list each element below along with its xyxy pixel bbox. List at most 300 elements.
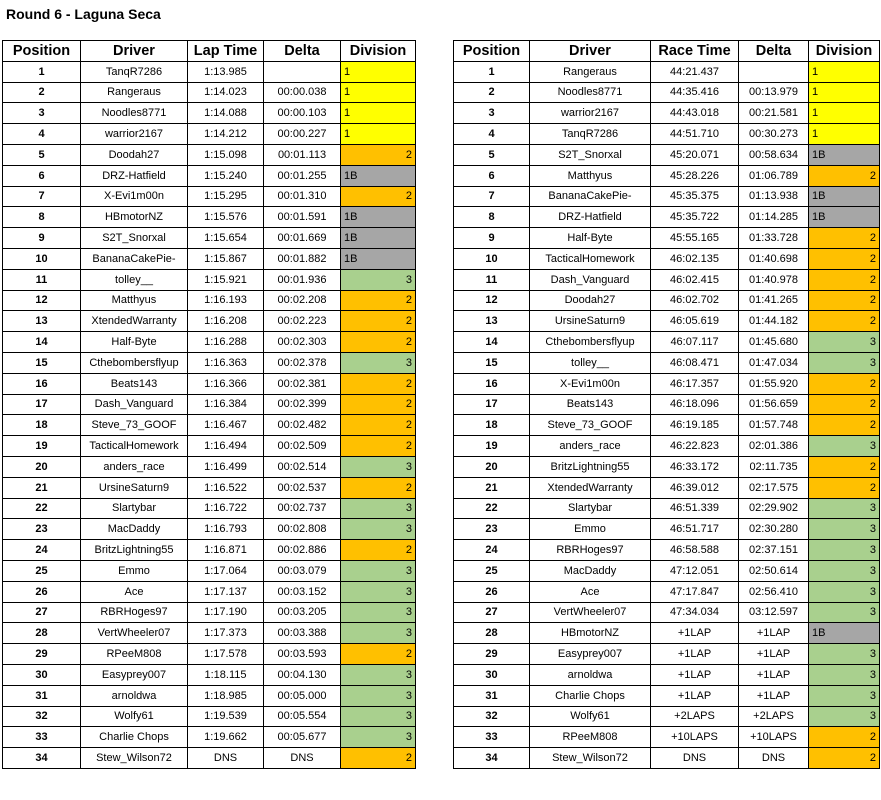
position-cell: 7 [3,186,81,207]
delta-cell: 02:01.386 [739,436,809,457]
delta-cell: 00:03.388 [264,623,341,644]
table-row [3,165,416,186]
driver-cell: Matthyus [530,165,651,186]
table-row [454,519,880,540]
driver-cell: warrior2167 [81,124,188,145]
time-cell: 1:15.295 [188,186,264,207]
division-cell: 3 [341,706,416,727]
driver-cell: tolley__ [81,269,188,290]
delta-cell: 00:02.482 [264,415,341,436]
driver-cell: BananaCakePie- [530,186,651,207]
driver-cell: UrsineSaturn9 [530,311,651,332]
delta-cell [739,61,809,82]
time-cell: +1LAP [651,644,739,665]
division-cell: 2 [341,394,416,415]
header-division: Division [341,41,416,62]
table-row [3,207,416,228]
delta-cell: +10LAPS [739,727,809,748]
delta-cell: 00:01.936 [264,269,341,290]
division-cell: 3 [341,498,416,519]
table-row [454,332,880,353]
time-cell: 46:18.096 [651,394,739,415]
driver-cell: Half-Byte [530,228,651,249]
driver-cell: TacticalHomework [530,248,651,269]
position-cell: 16 [3,373,81,394]
time-cell: 1:17.373 [188,623,264,644]
position-cell: 21 [454,477,530,498]
time-cell: 1:17.578 [188,644,264,665]
delta-cell: 00:00.227 [264,124,341,145]
position-cell: 5 [454,144,530,165]
position-cell: 8 [3,207,81,228]
division-cell: 3 [809,519,880,540]
header-driver: Driver [81,41,188,62]
driver-cell: X-Evi1m00n [81,186,188,207]
delta-cell: +2LAPS [739,706,809,727]
position-cell: 34 [454,748,530,769]
division-cell: 3 [341,519,416,540]
time-cell: 46:02.702 [651,290,739,311]
table-row [454,498,880,519]
table-row [3,352,416,373]
division-cell: 2 [809,248,880,269]
table-row [454,477,880,498]
division-cell: 3 [341,602,416,623]
driver-cell: Steve_73_GOOF [530,415,651,436]
delta-cell: 01:47.034 [739,352,809,373]
delta-cell: +1LAP [739,685,809,706]
table-row [454,602,880,623]
division-cell: 2 [809,727,880,748]
driver-cell: Easyprey007 [81,664,188,685]
delta-cell: 01:13.938 [739,186,809,207]
driver-cell: Dash_Vanguard [530,269,651,290]
delta-cell: 00:02.537 [264,477,341,498]
position-cell: 9 [3,228,81,249]
division-cell: 1B [809,207,880,228]
delta-cell: 01:57.748 [739,415,809,436]
position-cell: 12 [454,290,530,311]
position-cell: 2 [3,82,81,103]
driver-cell: Charlie Chops [530,685,651,706]
time-cell: +1LAP [651,664,739,685]
division-cell: 1B [341,165,416,186]
table-row [454,581,880,602]
driver-cell: anders_race [81,456,188,477]
driver-cell: Rangeraus [81,82,188,103]
table-row [454,61,880,82]
position-cell: 31 [454,685,530,706]
division-cell: 3 [809,685,880,706]
division-cell: 3 [341,685,416,706]
position-cell: 15 [3,352,81,373]
driver-cell: Doodah27 [530,290,651,311]
driver-cell: Dash_Vanguard [81,394,188,415]
time-cell: 46:08.471 [651,352,739,373]
position-cell: 33 [3,727,81,748]
table-row [3,373,416,394]
delta-cell: 00:04.130 [264,664,341,685]
division-cell: 2 [341,748,416,769]
division-cell: 2 [809,311,880,332]
division-cell: 3 [341,352,416,373]
table-row [454,394,880,415]
division-cell: 2 [341,186,416,207]
driver-cell: Half-Byte [81,332,188,353]
time-cell: 1:18.985 [188,685,264,706]
position-cell: 18 [3,415,81,436]
delta-cell: 00:02.208 [264,290,341,311]
division-cell: 3 [809,644,880,665]
time-cell: 46:22.823 [651,436,739,457]
table-row [454,727,880,748]
division-cell: 2 [341,332,416,353]
table-row [454,685,880,706]
position-cell: 25 [454,560,530,581]
header-position: Position [3,41,81,62]
division-cell: 2 [809,477,880,498]
position-cell: 27 [3,602,81,623]
division-cell: 3 [341,623,416,644]
position-cell: 22 [3,498,81,519]
delta-cell [264,61,341,82]
time-cell: 1:16.193 [188,290,264,311]
time-cell: +10LAPS [651,727,739,748]
delta-cell: 02:29.902 [739,498,809,519]
header-position: Position [454,41,530,62]
division-cell: 2 [341,290,416,311]
time-cell: 1:16.871 [188,540,264,561]
time-cell: 1:15.654 [188,228,264,249]
driver-cell: Easyprey007 [530,644,651,665]
delta-cell: 00:02.514 [264,456,341,477]
table-row [3,144,416,165]
position-cell: 17 [3,394,81,415]
delta-cell: 01:41.265 [739,290,809,311]
delta-cell: 01:40.978 [739,269,809,290]
driver-cell: RPeeM808 [530,727,651,748]
position-cell: 10 [3,248,81,269]
table-row [3,311,416,332]
time-cell: +1LAP [651,685,739,706]
delta-cell: DNS [264,748,341,769]
time-cell: 1:16.499 [188,456,264,477]
table-row [3,581,416,602]
division-cell: 2 [341,373,416,394]
delta-cell: 00:01.591 [264,207,341,228]
driver-cell: Steve_73_GOOF [81,415,188,436]
delta-cell: 00:13.979 [739,82,809,103]
driver-cell: arnoldwa [81,685,188,706]
position-cell: 18 [454,415,530,436]
table-row [3,186,416,207]
table-row [3,602,416,623]
table-row [454,706,880,727]
time-cell: 47:17.847 [651,581,739,602]
time-cell: 45:35.375 [651,186,739,207]
table-row [3,248,416,269]
division-cell: 1 [809,82,880,103]
driver-cell: TanqR7286 [530,124,651,145]
time-cell: +2LAPS [651,706,739,727]
driver-cell: RBRHoges97 [81,602,188,623]
time-cell: +1LAP [651,623,739,644]
table-row [3,540,416,561]
division-cell: 2 [809,394,880,415]
division-cell: 2 [809,415,880,436]
division-cell: 2 [809,228,880,249]
driver-cell: Ace [530,581,651,602]
division-cell: 2 [809,748,880,769]
driver-cell: VertWheeler07 [81,623,188,644]
time-cell: 1:15.098 [188,144,264,165]
header-row [454,41,880,62]
position-cell: 24 [454,540,530,561]
time-cell: 45:35.722 [651,207,739,228]
table-row [454,311,880,332]
time-cell: 47:12.051 [651,560,739,581]
time-cell: DNS [188,748,264,769]
table-row [3,519,416,540]
position-cell: 4 [3,124,81,145]
position-cell: 8 [454,207,530,228]
position-cell: 29 [454,644,530,665]
driver-cell: BritzLightning55 [81,540,188,561]
time-cell: 44:35.416 [651,82,739,103]
division-cell: 3 [341,560,416,581]
driver-cell: tolley__ [530,352,651,373]
division-cell: 1B [809,623,880,644]
driver-cell: Cthebombersflyup [530,332,651,353]
time-cell: 1:15.576 [188,207,264,228]
driver-cell: Charlie Chops [81,727,188,748]
time-cell: 1:14.088 [188,103,264,124]
delta-cell: 00:02.223 [264,311,341,332]
position-cell: 20 [3,456,81,477]
position-cell: 4 [454,124,530,145]
time-cell: 1:16.793 [188,519,264,540]
division-cell: 3 [809,498,880,519]
delta-cell: 01:40.698 [739,248,809,269]
division-cell: 1 [341,61,416,82]
driver-cell: Beats143 [530,394,651,415]
table-row [454,144,880,165]
driver-cell: Cthebombersflyup [81,352,188,373]
division-cell: 1B [809,186,880,207]
time-cell: 44:51.710 [651,124,739,145]
delta-cell: 01:33.728 [739,228,809,249]
position-cell: 14 [454,332,530,353]
header-driver: Driver [530,41,651,62]
table-row [3,727,416,748]
position-cell: 12 [3,290,81,311]
table-row [454,290,880,311]
time-cell: 46:07.117 [651,332,739,353]
time-cell: 1:16.467 [188,415,264,436]
driver-cell: MacDaddy [530,560,651,581]
division-cell: 3 [341,456,416,477]
table-row [454,373,880,394]
time-cell: 45:20.071 [651,144,739,165]
table-row [454,124,880,145]
delta-cell: 00:03.205 [264,602,341,623]
position-cell: 11 [3,269,81,290]
time-cell: 1:19.539 [188,706,264,727]
table-row [454,560,880,581]
time-cell: 45:55.165 [651,228,739,249]
delta-cell: 01:14.285 [739,207,809,228]
delta-cell: 00:02.303 [264,332,341,353]
header-race-time: Race Time [651,41,739,62]
position-cell: 19 [3,436,81,457]
table-row [454,748,880,769]
division-cell: 3 [809,664,880,685]
division-cell: 2 [809,456,880,477]
time-cell: 1:15.240 [188,165,264,186]
delta-cell: 01:06.789 [739,165,809,186]
division-cell: 2 [809,290,880,311]
time-cell: 46:02.415 [651,269,739,290]
table-row [454,436,880,457]
delta-cell: +1LAP [739,664,809,685]
table-row [3,332,416,353]
division-cell: 1 [809,61,880,82]
time-cell: 1:16.208 [188,311,264,332]
table-row [454,165,880,186]
driver-cell: MacDaddy [81,519,188,540]
position-cell: 30 [3,664,81,685]
division-cell: 2 [809,373,880,394]
driver-cell: Beats143 [81,373,188,394]
delta-cell: 00:21.581 [739,103,809,124]
table-row [454,456,880,477]
position-cell: 6 [3,165,81,186]
division-cell: 1B [809,144,880,165]
division-cell: 3 [809,352,880,373]
table-row [3,664,416,685]
position-cell: 23 [454,519,530,540]
position-cell: 24 [3,540,81,561]
driver-cell: Doodah27 [81,144,188,165]
division-cell: 1 [341,82,416,103]
table-row [3,623,416,644]
position-cell: 3 [454,103,530,124]
driver-cell: Ace [81,581,188,602]
division-cell: 1B [341,207,416,228]
time-cell: 1:13.985 [188,61,264,82]
division-cell: 2 [341,540,416,561]
header-delta: Delta [739,41,809,62]
driver-cell: DRZ-Hatfield [530,207,651,228]
position-cell: 31 [3,685,81,706]
time-cell: 1:17.137 [188,581,264,602]
table-row [454,623,880,644]
driver-cell: Emmo [530,519,651,540]
division-cell: 3 [809,706,880,727]
table-row [3,498,416,519]
position-cell: 27 [454,602,530,623]
time-cell: 1:15.921 [188,269,264,290]
position-cell: 2 [454,82,530,103]
table-row [3,103,416,124]
position-cell: 20 [454,456,530,477]
time-cell: 1:18.115 [188,664,264,685]
time-cell: DNS [651,748,739,769]
division-cell: 2 [341,144,416,165]
delta-cell: 00:00.103 [264,103,341,124]
driver-cell: S2T_Snorxal [81,228,188,249]
position-cell: 14 [3,332,81,353]
time-cell: 46:33.172 [651,456,739,477]
driver-cell: Stew_Wilson72 [81,748,188,769]
page-title: Round 6 - Laguna Seca [6,6,161,22]
delta-cell: 00:03.593 [264,644,341,665]
division-cell: 1B [341,248,416,269]
driver-cell: Rangeraus [530,61,651,82]
qualifying-table [2,40,416,769]
header-division: Division [809,41,880,62]
position-cell: 28 [3,623,81,644]
table-row [3,415,416,436]
division-cell: 3 [809,540,880,561]
time-cell: 44:21.437 [651,61,739,82]
division-cell: 2 [341,436,416,457]
division-cell: 3 [809,560,880,581]
division-cell: 1 [341,124,416,145]
delta-cell: 00:01.310 [264,186,341,207]
position-cell: 26 [3,581,81,602]
delta-cell: +1LAP [739,644,809,665]
time-cell: 44:43.018 [651,103,739,124]
time-cell: 1:17.190 [188,602,264,623]
time-cell: 46:39.012 [651,477,739,498]
delta-cell: 00:02.737 [264,498,341,519]
table-row [454,540,880,561]
driver-cell: Wolfy61 [530,706,651,727]
driver-cell: BritzLightning55 [530,456,651,477]
position-cell: 9 [454,228,530,249]
table-row [3,436,416,457]
table-row [3,228,416,249]
time-cell: 1:16.494 [188,436,264,457]
table-row [454,103,880,124]
table-row [3,477,416,498]
delta-cell: 00:30.273 [739,124,809,145]
driver-cell: Noodles8771 [530,82,651,103]
driver-cell: DRZ-Hatfield [81,165,188,186]
delta-cell: 00:03.079 [264,560,341,581]
delta-cell: 00:02.381 [264,373,341,394]
division-cell: 3 [341,581,416,602]
division-cell: 3 [341,727,416,748]
position-cell: 7 [454,186,530,207]
driver-cell: warrior2167 [530,103,651,124]
table-row [3,644,416,665]
delta-cell: 01:55.920 [739,373,809,394]
position-cell: 16 [454,373,530,394]
position-cell: 22 [454,498,530,519]
driver-cell: Matthyus [81,290,188,311]
delta-cell: 00:00.038 [264,82,341,103]
division-cell: 2 [809,165,880,186]
delta-cell: 01:56.659 [739,394,809,415]
delta-cell: 01:45.680 [739,332,809,353]
division-cell: 2 [341,644,416,665]
table-row [454,352,880,373]
driver-cell: XtendedWarranty [81,311,188,332]
header-delta: Delta [264,41,341,62]
time-cell: 1:14.023 [188,82,264,103]
